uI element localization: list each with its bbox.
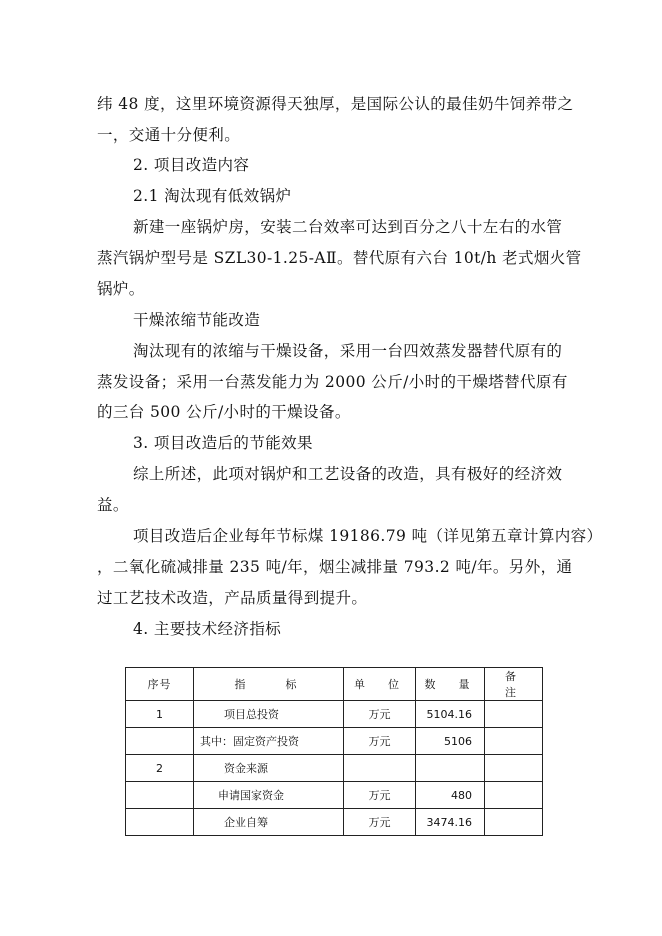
cell-indicator: 申请国家资金 [194, 782, 344, 809]
subsection-heading: 干燥浓缩节能改造 [133, 311, 261, 329]
paragraph-line: 新建一座锅炉房，安装二台效率可达到百分之八十左右的水管 [133, 218, 563, 236]
table-row [126, 701, 543, 728]
header-remark: 备 注 [485, 668, 543, 701]
cell-remark [485, 782, 543, 809]
cell-unit: 万元 [344, 809, 416, 836]
paragraph-line: 项目改造后企业每年节标煤 19186.79 吨（详见第五章计算内容） [133, 527, 603, 545]
cell-quantity: 3474.16 [416, 809, 485, 836]
cell-indicator: 资金来源 [194, 755, 344, 782]
header-indicator: 指 标 [194, 668, 344, 701]
paragraph-line: 纬 48 度，这里环境资源得天独厚，是国际公认的最佳奶牛饲养带之 [97, 95, 574, 113]
cell-remark [485, 701, 543, 728]
cell-quantity: 5104.16 [416, 701, 485, 728]
indicator-table-wrapper [125, 667, 542, 836]
cell-quantity: 5106 [416, 728, 485, 755]
cell-quantity: 480 [416, 782, 485, 809]
paragraph-line: 淘汰现有的浓缩与干燥设备，采用一台四效蒸发器替代原有的 [133, 342, 563, 360]
paragraph-line: 一，交通十分便利。 [97, 126, 241, 144]
paragraph-line: 蒸发设备；采用一台蒸发能力为 2000 公斤/小时的干燥塔替代原有 [97, 373, 568, 391]
table-row [126, 728, 543, 755]
cell-quantity [416, 755, 485, 782]
section-heading: 4. 主要技术经济指标 [133, 620, 282, 638]
subsection-heading: 2.1 淘汰现有低效锅炉 [133, 187, 292, 205]
header-unit: 单 位 [344, 668, 416, 701]
cell-serial: 2 [126, 755, 194, 782]
cell-unit: 万元 [344, 701, 416, 728]
section-heading: 3. 项目改造后的节能效果 [133, 434, 313, 452]
paragraph-line: 益。 [97, 496, 129, 514]
cell-unit: 万元 [344, 728, 416, 755]
paragraph-line: 蒸汽锅炉型号是 SZL30-1.25-AⅡ。替代原有六台 10t/h 老式烟火管 [97, 249, 582, 267]
paragraph-line: ，二氧化硫减排量 235 吨/年，烟尘减排量 793.2 吨/年。另外，通 [97, 558, 573, 576]
cell-serial [126, 728, 194, 755]
cell-indicator: 其中：固定资产投资 [194, 728, 344, 755]
cell-serial [126, 809, 194, 836]
indicator-table [125, 667, 543, 836]
cell-unit [344, 755, 416, 782]
paragraph-line: 综上所述，此项对锅炉和工艺设备的改造，具有极好的经济效 [133, 465, 563, 483]
paragraph-line: 的三台 500 公斤/小时的干燥设备。 [97, 403, 351, 421]
cell-remark [485, 755, 543, 782]
cell-remark [485, 728, 543, 755]
cell-remark [485, 809, 543, 836]
table-row [126, 809, 543, 836]
header-quantity: 数 量 [416, 668, 485, 701]
cell-unit: 万元 [344, 782, 416, 809]
section-heading: 2. 项目改造内容 [133, 156, 250, 174]
table-header-row [126, 668, 543, 701]
cell-indicator: 项目总投资 [194, 701, 344, 728]
table-row [126, 782, 543, 809]
paragraph-line: 锅炉。 [97, 280, 145, 298]
table-row [126, 755, 543, 782]
cell-serial: 1 [126, 701, 194, 728]
cell-indicator: 企业自筹 [194, 809, 344, 836]
paragraph-line: 过工艺技术改造，产品质量得到提升。 [97, 589, 368, 607]
cell-serial [126, 782, 194, 809]
header-serial: 序号 [126, 668, 194, 701]
